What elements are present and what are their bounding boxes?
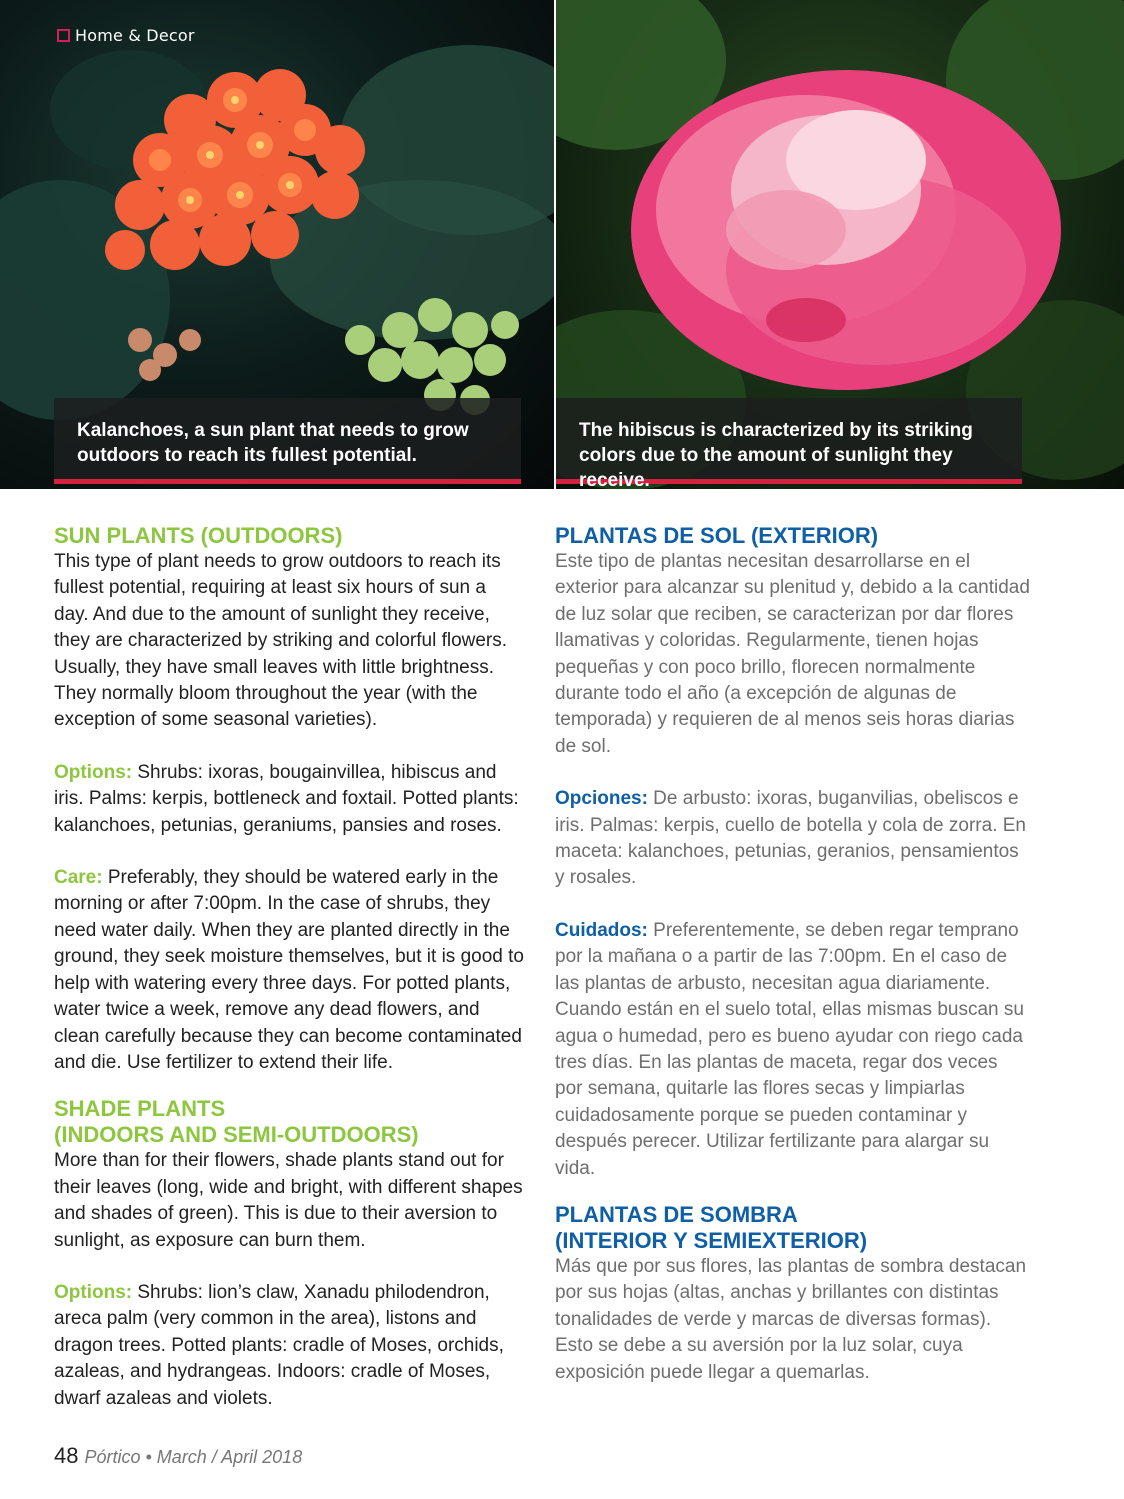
photo-spread — [0, 0, 1124, 489]
section-tag-label: Home & Decor — [75, 26, 195, 45]
plantas-sombra-heading-2: (INTERIOR Y SEMIEXTERIOR) — [555, 1227, 868, 1253]
sol-cuidados-text: Preferentemente, se deben regar temprano por la mañana o a partir de las 7:00pm. En el caso de las plantas de arbusto, necesitan agua diariamente. Cuando están en el suelo total, ellas mismas buscan su agua o humedad, pero es bueno ayudar con riego cada tres días. En las plantas de maceta, regar dos veces por semana, quitarle las flores secas y limpiarlas cuidadosamente porque se pueden contaminar y después perecer. Utilizar fertilizante para alargar su vida. — [555, 919, 1024, 1179]
section-tag — [57, 26, 195, 45]
shade-plants-body: More than for their flowers, shade plants stand out for their leaves (long, wide and bright, with different shapes and shades of green). This is due to their aversion to sunlight, as exposure can burn them. — [54, 1150, 523, 1251]
sun-options-label: Options: — [54, 761, 133, 783]
sol-opciones-label: Opciones: — [555, 788, 648, 810]
shade-plants-heading-1: SHADE PLANTS — [54, 1096, 226, 1122]
plantas-sol-body: Este tipo de plantas necesitan desarrollarse en el exterior para alcanzar su plenitud y, debido a la cantidad de luz solar que reciben, se caracterizan por dar flores llamativas y coloridas. Regularmente, tienen hojas pequeñas y con poco brillo, florecen normalmente durante todo el año (a excepción de algunas de temporada) y requieren de al menos seis horas diarias de sol. — [555, 551, 1030, 757]
shade-options-text: Shrubs: lion’s claw, Xanadu philodendron, areca palm (very common in the area), listons and dragon trees. Potted plants: cradle of Moses, orchids, azaleas, and hydrangeas. Indoors: cradle of Moses, dwarf azaleas and violets. — [54, 1281, 504, 1409]
sun-options-text: Shrubs: ixoras, bougainvillea, hibiscus and iris. Palms: kerpis, bottleneck and foxtail. Potted plants: kalanchoes, petunias, geraniums, pansies and roses. — [54, 761, 519, 836]
plantas-sombra-body: Más que por sus flores, las plantas de sombra destacan por sus hojas (altas, anchas y brillantes con distintas tonalidades de verde y marcas de diversas formas). Esto se debe a su aversión por la luz solar, cuya exposición puede llegar a quemarlas. — [555, 1255, 1027, 1383]
sol-opciones-paragraph — [555, 786, 1030, 892]
caption-left — [54, 398, 521, 484]
section-square-icon — [57, 29, 70, 42]
spanish-column — [555, 523, 1030, 1412]
shade-options-label: Options: — [54, 1281, 133, 1303]
caption-right — [556, 398, 1022, 491]
sun-care-label: Care: — [54, 867, 103, 889]
sol-cuidados-paragraph — [555, 918, 1030, 1182]
sol-cuidados-label: Cuidados: — [555, 919, 648, 941]
shade-options-paragraph — [54, 1280, 524, 1412]
sun-care-paragraph — [54, 865, 524, 1076]
english-column — [54, 523, 524, 1438]
sol-opciones-text: De arbusto: ixoras, buganvilias, obeliscos e iris. Palmas: kerpis, cuello de botella y cola de zorra. En maceta: kalanchoes, petunias, geranios, pensamientos y rosales. — [555, 788, 1026, 889]
caption-left-text: Kalanchoes, a sun plant that needs to grow outdoors to reach its fullest potential. — [77, 420, 469, 466]
sun-care-text: Preferably, they should be watered early in the morning or after 7:00pm. In the case of shrubs, they need water daily. When they are planted directly in the ground, they seek moisture themselves, but it is good to help with watering every three days. For potted plants, water twice a week, remove any dead flowers, and clean carefully because they can become contaminated and die. Use fertilizer to extend their life. — [54, 867, 524, 1073]
page-footer — [54, 1443, 302, 1469]
caption-right-text: The hibiscus is characterized by its striking colors due to the amount of sunlight they receive. — [579, 420, 973, 491]
sun-plants-body: This type of plant needs to grow outdoors to reach its fullest potential, requiring at least six hours of sun a day. And due to the amount of sunlight they receive, they are characterized by striking and colorful flowers. Usually, they have small leaves with little brightness. They normally bloom throughout the year (with the exception of some seasonal varieties). — [54, 551, 508, 731]
shade-plants-heading-2: (INDOORS AND SEMI-OUTDOORS) — [54, 1122, 419, 1148]
plantas-sol-heading: PLANTAS DE SOL (EXTERIOR) — [555, 523, 879, 548]
plantas-sombra-heading-1: PLANTAS DE SOMBRA — [555, 1201, 798, 1227]
sun-options-paragraph — [54, 760, 524, 839]
publication-info: Pórtico • March / April 2018 — [84, 1447, 303, 1467]
sun-plants-heading: SUN PLANTS (OUTDOORS) — [54, 523, 343, 548]
page-number: 48 — [54, 1443, 79, 1468]
